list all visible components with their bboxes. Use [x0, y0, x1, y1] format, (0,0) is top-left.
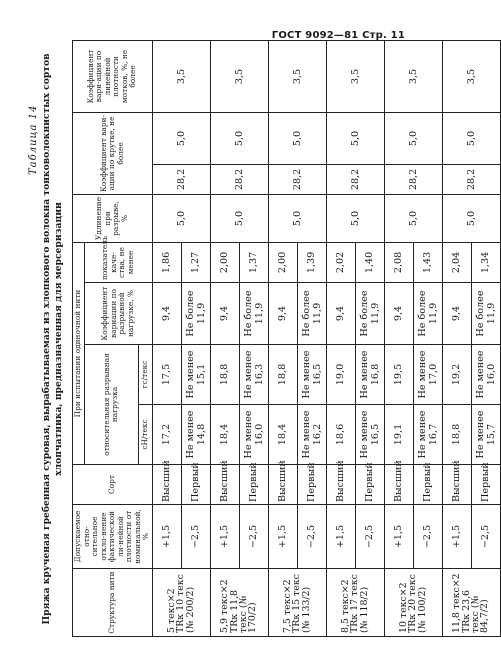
cell-elongation: 5,0 — [442, 194, 500, 242]
cell-gs: Не менее 16,5 — [297, 345, 326, 405]
cell-twist-var: 5,0 — [442, 112, 500, 164]
cell-gs: 18,8 — [268, 345, 297, 405]
cell-deviation: +1,5 — [152, 505, 181, 569]
cell-quality: 1,40 — [355, 242, 384, 282]
cell-gs: 17,5 — [152, 345, 181, 405]
cell-twist-var: 5,0 — [326, 112, 384, 164]
table-row — [442, 40, 471, 636]
col-breaking-load: относительная разрывная нагрузка — [84, 345, 138, 465]
cell-var-load: Не более 11,9 — [297, 283, 326, 345]
cell-quality: 1,43 — [413, 242, 442, 282]
cell-elongation: 5,0 — [152, 194, 210, 242]
cell-gs: Не менее 16,0 — [471, 345, 500, 405]
cell-grade: Первый — [355, 465, 384, 505]
cell-deviation: +1,5 — [268, 505, 297, 569]
cell-cn: 18,8 — [442, 405, 471, 465]
cell-gs: 19,2 — [442, 345, 471, 405]
cell-density-var: 3,5 — [152, 40, 210, 112]
cell-gs: 18,8 — [210, 345, 239, 405]
cell-quality: 2,00 — [210, 242, 239, 282]
cell-quality: 1,37 — [239, 242, 268, 282]
cell-quality: 1,86 — [152, 242, 181, 282]
cell-cn: 18,6 — [326, 405, 355, 465]
col-single-group: При испытании одиночной нити — [73, 242, 85, 464]
cell-var-load: Не более 11,9 — [239, 283, 268, 345]
cell-elongation: 5,0 — [326, 194, 384, 242]
cell-twist: 28,2 — [442, 164, 500, 194]
cell-deviation: +1,5 — [442, 505, 471, 569]
cell-deviation: +1,5 — [384, 505, 413, 569]
page-header: ГОСТ 9092—81 Стр. 11 — [271, 30, 405, 41]
cell-cn: Не менее 15,7 — [471, 405, 500, 465]
cell-twist: 28,2 — [152, 164, 210, 194]
table-label: Таблица 14 — [28, 104, 39, 175]
cell-var-load: Не более 11,9 — [181, 283, 210, 345]
cell-gs: Не менее 16,8 — [355, 345, 384, 405]
cell-grade: Высший — [210, 465, 239, 505]
cell-density-var: 3,5 — [210, 40, 268, 112]
col-variation-load: Коэффициент вариации по разрывной нагрузке, % — [84, 283, 152, 345]
cell-grade: Первый — [239, 465, 268, 505]
cell-density-var: 3,5 — [326, 40, 384, 112]
cell-density-var: 3,5 — [268, 40, 326, 112]
cell-deviation: +1,5 — [326, 505, 355, 569]
cell-structure: 5,9 текс×2 TRк 11,8 текс (№ 170/2) — [210, 569, 268, 637]
cell-var-load: 9,4 — [210, 283, 239, 345]
cell-grade: Первый — [471, 465, 500, 505]
cell-deviation: −2,5 — [471, 505, 500, 569]
col-deviation: Допускаемое отно-сительное откло-нение фактической ли-нейной плотности от номинальной, % — [73, 505, 153, 569]
cell-grade: Высший — [326, 465, 355, 505]
cell-deviation: −2,5 — [413, 505, 442, 569]
col-variation-twist: Коэффициент вари-ации по крутке, не более — [73, 112, 153, 194]
cell-quality: 1,27 — [181, 242, 210, 282]
cell-twist-var: 5,0 — [152, 112, 210, 164]
cell-cn: 17,2 — [152, 405, 181, 465]
cell-twist: 28,2 — [210, 164, 268, 194]
cell-cn: Не менее 16,7 — [413, 405, 442, 465]
yarn-table — [72, 40, 501, 637]
cell-deviation: −2,5 — [297, 505, 326, 569]
table-title: Пряжа крученая гребенная суровая, вырабатываемая из хлопкового волокна тонковолокнистых сортов хлопчатника, предназначенная для мерсеризации — [41, 53, 64, 625]
cell-gs: 19,5 — [384, 345, 413, 405]
cell-structure: 8,5 текс×2 TRк 17 текс (№ 118/2) — [326, 569, 384, 637]
cell-cn: Не менее 16,2 — [297, 405, 326, 465]
cell-cn: Не менее 16,5 — [355, 405, 384, 465]
cell-cn: 18,4 — [210, 405, 239, 465]
cell-grade: Первый — [413, 465, 442, 505]
col-structure: Структура нити — [73, 569, 153, 637]
cell-var-load: 9,4 — [152, 283, 181, 345]
cell-var-load: 9,4 — [268, 283, 297, 345]
cell-density-var: 3,5 — [384, 40, 442, 112]
cell-cn: 18,4 — [268, 405, 297, 465]
col-variation-density: Коэффициент вари-ации по линейной плотности мотков, %, не более — [73, 40, 153, 112]
cell-deviation: −2,5 — [355, 505, 384, 569]
cell-var-load: Не более 11,9 — [413, 283, 442, 345]
cell-gs: 19,0 — [326, 345, 355, 405]
cell-cn: Не менее 14,8 — [181, 405, 210, 465]
cell-var-load: 9,4 — [384, 283, 413, 345]
cell-structure: 7,5 текс×2 TRк 15 текс (№ 133/2) — [268, 569, 326, 637]
col-cn: сН/текс — [138, 405, 152, 465]
cell-cn: 19,1 — [384, 405, 413, 465]
table-row — [384, 40, 413, 636]
cell-grade: Высший — [152, 465, 181, 505]
col-elongation: Удлинение при разрыве, % — [73, 194, 153, 242]
cell-gs: Не менее 17,0 — [413, 345, 442, 405]
cell-density-var: 3,5 — [442, 40, 500, 112]
cell-quality: 2,00 — [268, 242, 297, 282]
rotated-page — [24, 30, 497, 645]
cell-structure: 10 текс×2 TRк 20 текс (№ 100/2) — [384, 569, 442, 637]
cell-var-load: Не более 11,9 — [355, 283, 384, 345]
cell-var-load: 9,4 — [326, 283, 355, 345]
cell-quality: 1,39 — [297, 242, 326, 282]
cell-structure: 11,8 текс×2 TRк 23,6 текс (№ 84,7/2) — [442, 569, 500, 637]
cell-quality: 2,04 — [442, 242, 471, 282]
cell-elongation: 5,0 — [384, 194, 442, 242]
cell-structure: 5 текс×2 TRк 10 текс (№ 200/2) — [152, 569, 210, 637]
cell-cn: Не менее 16,0 — [239, 405, 268, 465]
cell-var-load: 9,4 — [442, 283, 471, 345]
cell-twist: 28,2 — [384, 164, 442, 194]
cell-quality: 1,34 — [471, 242, 500, 282]
cell-twist: 28,2 — [326, 164, 384, 194]
cell-twist-var: 5,0 — [210, 112, 268, 164]
table-row — [268, 40, 297, 636]
cell-gs: Не менее 16,3 — [239, 345, 268, 405]
cell-var-load: Не более 11,9 — [471, 283, 500, 345]
cell-grade: Первый — [297, 465, 326, 505]
cell-deviation: −2,5 — [181, 505, 210, 569]
cell-deviation: +1,5 — [210, 505, 239, 569]
col-quality-index: показатель каче-ства, не менее — [84, 242, 152, 282]
cell-twist-var: 5,0 — [268, 112, 326, 164]
cell-elongation: 5,0 — [210, 194, 268, 242]
cell-gs: Не менее 15,1 — [181, 345, 210, 405]
cell-twist-var: 5,0 — [384, 112, 442, 164]
table-row — [210, 40, 239, 636]
col-grade: Сорт — [73, 465, 153, 505]
table-row — [152, 40, 181, 636]
cell-elongation: 5,0 — [268, 194, 326, 242]
cell-grade: Первый — [181, 465, 210, 505]
cell-quality: 2,08 — [384, 242, 413, 282]
cell-grade: Высший — [268, 465, 297, 505]
table-row — [326, 40, 355, 636]
cell-quality: 2,02 — [326, 242, 355, 282]
cell-deviation: −2,5 — [239, 505, 268, 569]
cell-grade: Высший — [442, 465, 471, 505]
col-gs: гс/текс — [138, 345, 152, 405]
cell-grade: Высший — [384, 465, 413, 505]
cell-twist: 28,2 — [268, 164, 326, 194]
